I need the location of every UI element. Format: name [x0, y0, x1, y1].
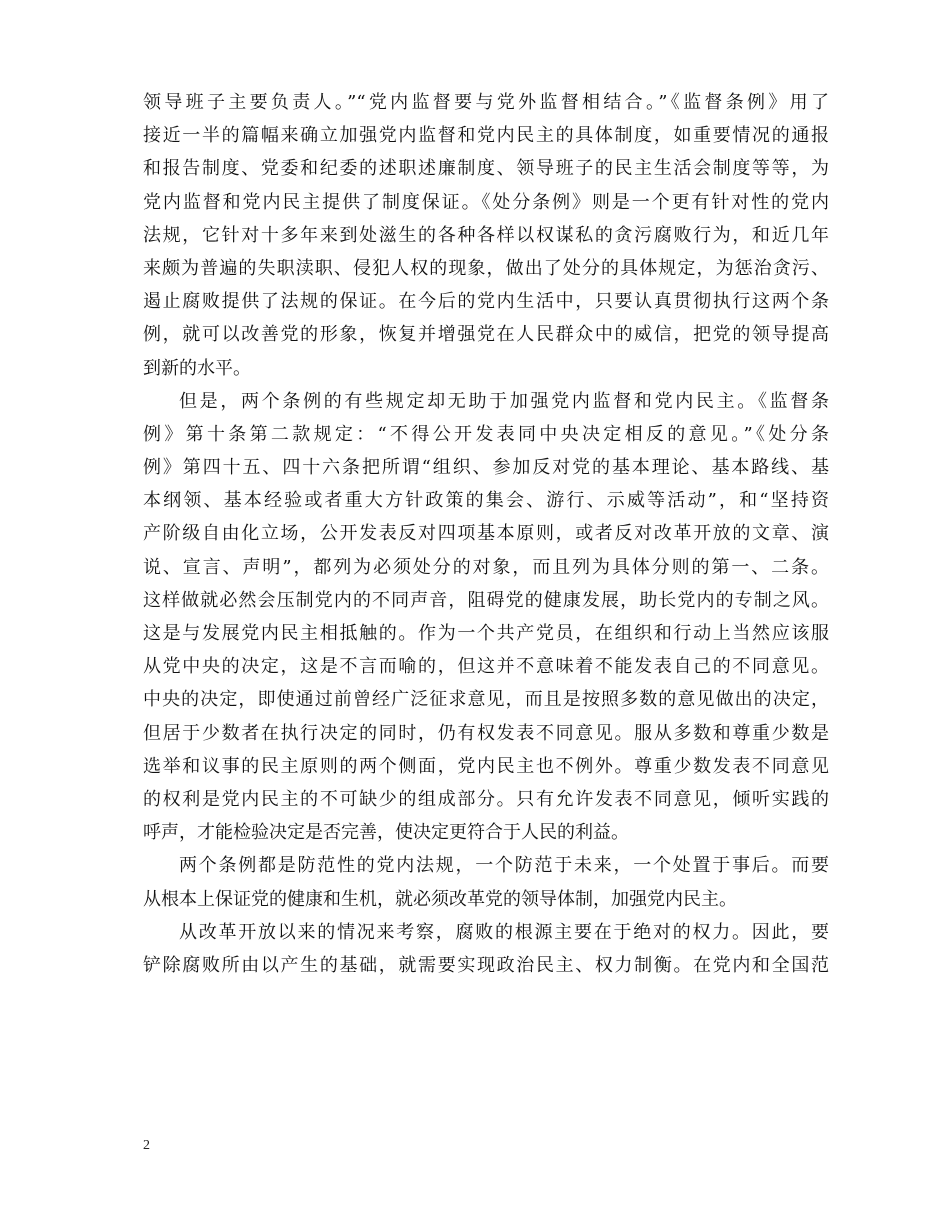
text-line: 领导班子主要负责人。”“党内监督要与党外监督相结合。”《监督条例》用了	[143, 92, 829, 113]
text-line: 中央的决定，即使通过前曾经广泛征求意见，而且是按照多数的意见做出的决定，	[143, 689, 829, 711]
paragraph	[143, 86, 829, 385]
text-line: 和报告制度、党委和纪委的述职述廉制度、领导班子的民主生活会制度等等，为	[143, 158, 829, 180]
text-line: 呼声，才能检验决定是否完善，使决定更符合于人民的利益。	[143, 822, 629, 844]
text-line: 接近一半的篇幅来确立加强党内监督和党内民主的具体制度，如重要情况的通报	[143, 125, 829, 147]
text-line: 两个条例都是防范性的党内法规，一个防范于未来，一个处置于事后。而要	[179, 855, 829, 877]
text-line: 这是与发展党内民主相抵触的。作为一个共产党员，在组织和行动上当然应该服	[143, 623, 829, 644]
text-line: 到新的水平。	[143, 357, 251, 379]
text-line: 从根本上保证党的健康和生机，就必须改革党的领导体制，加强党内民主。	[143, 888, 737, 910]
text-line: 但居于少数者在执行决定的同时，仍有权发表不同意见。服从多数和尊重少数是	[143, 722, 829, 744]
text-line: 选举和议事的民主原则的两个侧面，党内民主也不例外。尊重少数发表不同意见	[143, 755, 829, 777]
text-line: 从改革开放以来的情况来考察，腐败的根源主要在于绝对的权力。因此，要	[179, 921, 829, 943]
text-line: 但是，两个条例的有些规定却无助于加强党内监督和党内民主。《监督条	[179, 390, 829, 412]
text-line: 说、宣言、声明”，都列为必须处分的对象，而且列为具体分则的第一、二条。	[143, 556, 829, 578]
text-line: 例，就可以改善党的形象，恢复并增强党在人民群众中的威信，把党的领导提高	[143, 324, 829, 346]
text-line: 遏止腐败提供了法规的保证。在今后的党内生活中，只要认真贯彻执行这两个条	[143, 291, 829, 313]
text-line: 产阶级自由化立场，公开发表反对四项基本原则，或者反对改革开放的文章、演	[143, 523, 829, 545]
paragraph	[143, 916, 829, 982]
text-line: 法规，它针对十多年来到处滋生的各种各样以权谋私的贪污腐败行为，和近几年	[143, 224, 829, 246]
text-line: 从党中央的决定，这是不言而喻的，但这并不意味着不能发表自己的不同意见。	[143, 656, 829, 678]
text-line: 本纲领、基本经验或者重大方针政策的集会、游行、示威等活动”，和“坚持资	[143, 490, 829, 512]
text-line: 例》第四十五、四十六条把所谓“组织、参加反对党的基本理论、基本路线、基	[143, 457, 829, 479]
text-line: 党内监督和党内民主提供了制度保证。《处分条例》则是一个更有针对性的党内	[143, 191, 829, 213]
paragraph	[143, 849, 829, 915]
page-number: 2	[143, 1138, 150, 1153]
paragraph	[143, 385, 829, 850]
text-line: 来颇为普遍的失职渎职、侵犯人权的现象，做出了处分的具体规定，为惩治贪污、	[143, 257, 829, 279]
text-line: 例》第十条第二款规定：“不得公开发表同中央决定相反的意见。”《处分条	[143, 423, 829, 445]
document-body	[143, 86, 829, 982]
text-line: 的权利是党内民主的不可缺少的组成部分。只有允许发表不同意见，倾听实践的	[143, 788, 829, 810]
text-line: 这样做就必然会压制党内的不同声音，阻碍党的健康发展，助长党内的专制之风。	[143, 589, 829, 611]
text-line: 铲除腐败所由以产生的基础，就需要实现政治民主、权力制衡。在党内和全国范	[143, 954, 829, 976]
